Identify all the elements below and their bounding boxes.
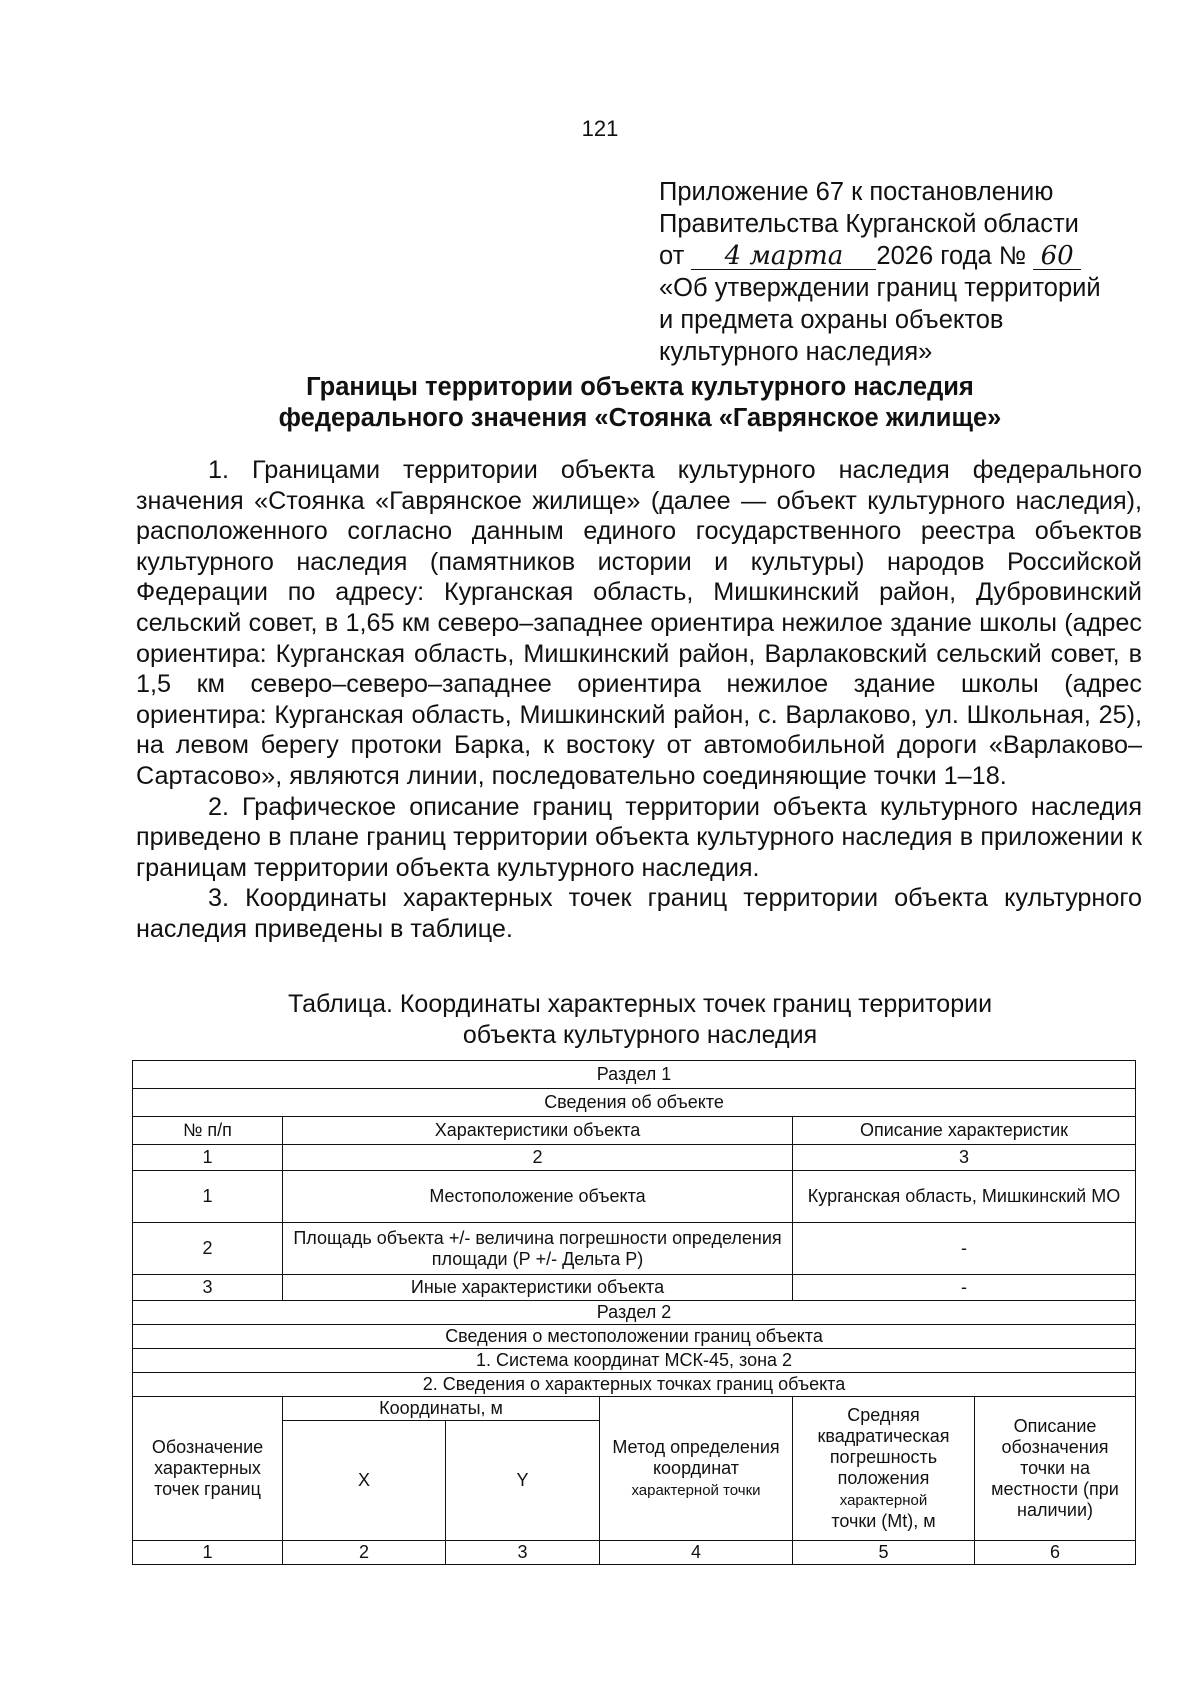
table-row — [133, 1223, 1136, 1275]
points-numbers-row — [133, 1541, 1136, 1565]
coordinates-table — [132, 1060, 1136, 1565]
appendix-line-5: и предмета охраны объектов — [659, 306, 1004, 334]
header-x: X — [283, 1421, 446, 1541]
header-error-small: характерной — [839, 1492, 928, 1509]
appendix-line-4: «Об утверждении границ территорий — [659, 274, 1101, 302]
header-num: № п/п — [133, 1117, 283, 1145]
heading-line-1: Границы территории объекта культурного наследия — [306, 373, 974, 401]
points-number-6: 6 — [975, 1541, 1136, 1565]
appendix-block — [659, 176, 1129, 368]
table-row — [133, 1275, 1136, 1301]
table-row — [133, 1349, 1136, 1373]
handwritten-date: 4 марта — [691, 243, 876, 270]
header-y: Y — [446, 1421, 600, 1541]
date-prefix: от — [659, 242, 685, 270]
points-number-2: 2 — [283, 1541, 446, 1565]
table-caption — [200, 989, 1080, 1051]
row-num: 2 — [133, 1223, 283, 1275]
section-2-subtitle: Сведения о местоположении границ объекта — [133, 1325, 1136, 1349]
paragraph-1: 1. Границами территории объекта культурного наследия федерального значения «Стоянка «Гаврянское жилище» (далее — объект культурного наследия), расположенного согласно данным единого государственного реестра объектов культурного наследия (памятников истории и культуры) народов Российской Федерации по адресу: Курганская область, Мишкинский район, Дубровинский сельский совет, в 1,65 км северо–западнее ориентира нежилое здание школы (адрес ориентира: Курганская область, Мишкинский район, Варлаковский сельский совет, в 1,5 км северо–северо–западнее ориентира нежилое здание школы (адрес ориентира: Курганская область, Мишкинский район, с. Варлаково, ул. Школьная, 25), на левом берегу протоки Барка, к востоку от автомобильной дороги «Варлаково–Сартасово», являются линии, последовательно соединяющие точки 1–18. — [136, 456, 1142, 790]
row-num: 1 — [133, 1171, 283, 1223]
row-description: - — [793, 1223, 1136, 1275]
header-method — [600, 1397, 793, 1541]
header-error — [793, 1397, 975, 1541]
header-number-2: 2 — [283, 1145, 793, 1171]
paragraph-2: 2. Графическое описание границ территории объекта культурного наследия приведено в плане границ территории объекта культурного наследия в приложении к границам территории объекта культурного наследия. — [136, 792, 1142, 882]
table-row — [133, 1171, 1136, 1223]
table-row — [133, 1325, 1136, 1349]
header-method-small: характерной точки — [631, 1481, 761, 1499]
row-description: - — [793, 1275, 1136, 1301]
header-characteristic: Характеристики объекта — [283, 1117, 793, 1145]
section-1-subtitle: Сведения об объекте — [133, 1089, 1136, 1117]
points-title: 2. Сведения о характерных точках границ объекта — [133, 1373, 1136, 1397]
row-characteristic: Площадь объекта +/- величина погрешности определения площади (Р +/- Дельта Р) — [283, 1223, 793, 1275]
section-1-title: Раздел 1 — [133, 1061, 1136, 1089]
row-description: Курганская область, Мишкинский МО — [793, 1171, 1136, 1223]
points-number-5: 5 — [793, 1541, 975, 1565]
points-number-4: 4 — [600, 1541, 793, 1565]
handwritten-number: 60 — [1033, 243, 1081, 270]
points-number-3: 3 — [446, 1541, 600, 1565]
table-caption-line-2: объекта культурного наследия — [462, 1021, 818, 1049]
header-number-3: 3 — [793, 1145, 1136, 1171]
header-designation: Обозначение характерных точек границ — [133, 1397, 283, 1541]
points-number-1: 1 — [133, 1541, 283, 1565]
appendix-date-line — [659, 240, 1129, 272]
year-text: 2026 года № — [876, 242, 1027, 270]
header-coordinates: Координаты, м — [283, 1397, 600, 1421]
table-row — [133, 1373, 1136, 1397]
header-error-tail: точки (Mt), м — [831, 1511, 936, 1531]
body-text — [136, 455, 1142, 945]
header-method-main: Метод определения координат — [612, 1436, 780, 1478]
header-error-main: Средняя квадратическая погрешность положения — [817, 1405, 950, 1488]
table-row — [133, 1301, 1136, 1325]
document-heading — [130, 372, 1150, 434]
coordinate-system: 1. Система координат МСК-45, зона 2 — [133, 1349, 1136, 1373]
table-row — [133, 1089, 1136, 1117]
table-header-numbers-row — [133, 1145, 1136, 1171]
row-characteristic: Местоположение объекта — [283, 1171, 793, 1223]
appendix-line-6: культурного наследия» — [659, 338, 933, 366]
appendix-line-1: Приложение 67 к постановлению — [659, 178, 1054, 206]
header-number-1: 1 — [133, 1145, 283, 1171]
points-header-row — [133, 1397, 1136, 1421]
header-point-description: Описание обозначения точки на местности (при наличии) — [975, 1397, 1136, 1541]
paragraph-3: 3. Координаты характерных точек границ территории объекта культурного наследия приведены в таблице. — [136, 884, 1142, 943]
page-number: 121 — [581, 116, 619, 141]
section-2-title: Раздел 2 — [133, 1301, 1136, 1325]
header-description: Описание характеристик — [793, 1117, 1136, 1145]
row-characteristic: Иные характеристики объекта — [283, 1275, 793, 1301]
row-num: 3 — [133, 1275, 283, 1301]
appendix-line-2: Правительства Курганской области — [659, 210, 1079, 238]
table-caption-line-1: Таблица. Координаты характерных точек границ территории — [287, 990, 993, 1018]
table-row — [133, 1061, 1136, 1089]
table-header-row — [133, 1117, 1136, 1145]
heading-line-2: федерального значения «Стоянка «Гаврянское жилище» — [278, 404, 1002, 432]
